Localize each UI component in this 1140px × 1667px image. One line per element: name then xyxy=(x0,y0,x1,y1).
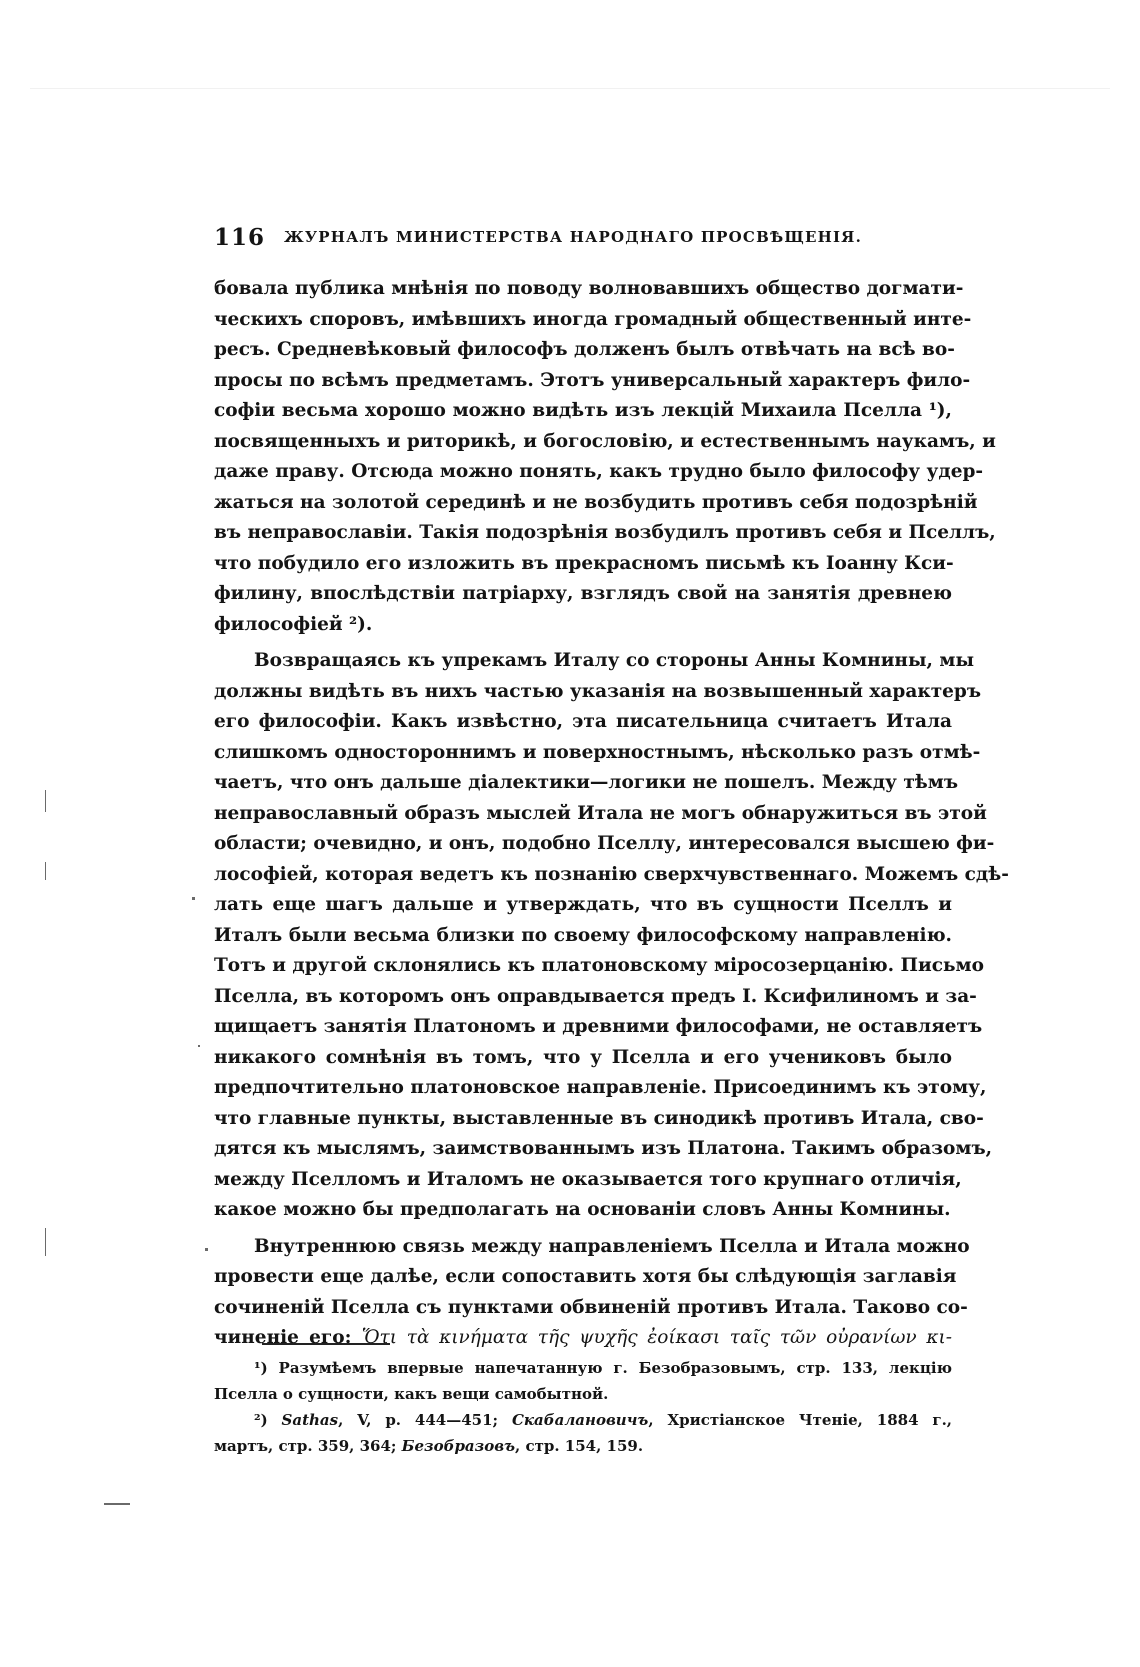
text-line: неправославный образъ мыслей Итала не могъ обнаружиться въ этой xyxy=(214,802,987,824)
text-line: предпочтительно платоновское направленіе. Присоединимъ къ этому, xyxy=(214,1077,987,1098)
text-line: области; очевидно, и онъ, подобно Пселлу, интересовался высшею фи- xyxy=(214,833,995,854)
text-line: Италъ были весьма близки по своему философскому направленію. xyxy=(214,924,952,946)
margin-mark xyxy=(192,897,195,900)
margin-mark xyxy=(198,1045,200,1047)
text-line: даже праву. Отсюда можно понять, какъ трудно было философу удер- xyxy=(214,461,984,482)
text-line: должны видѣть въ нихъ частью указанія на возвышенный характеръ xyxy=(214,680,982,702)
text-line: дятся къ мыслямъ, заимствованнымъ изъ Платона. Такимъ образомъ, xyxy=(214,1138,993,1159)
text-line: жаться на золотой серединѣ и не возбудить противъ себя подозрѣній xyxy=(214,491,978,513)
footnote-1-line: Пселла о сущности, какъ вещи самобытной. xyxy=(214,1385,609,1403)
footnote-2-line xyxy=(214,1433,952,1459)
footnote-2-line xyxy=(214,1407,952,1433)
text-line: лать еще шагъ дальше и утверждать, что въ сущности Пселлъ и xyxy=(214,894,952,915)
text-line: лософіей, которая ведетъ къ познанію сверхчувственнаго. Можемъ сдѣ- xyxy=(214,863,1009,885)
footnote-divider xyxy=(262,1343,390,1345)
footnotes xyxy=(214,1355,952,1459)
text-line: его философіи. Какъ извѣстно, эта писательница считаетъ Итала xyxy=(214,711,952,732)
text-line: ческихъ споровъ, имѣвшихъ иногда громадный общественный инте- xyxy=(214,308,972,330)
text-line: что побудило его изложить въ прекрасномъ письмѣ къ Іоанну Кси- xyxy=(214,552,954,574)
text-line: бовала публика мнѣнія по поводу волновавшихъ общество догмати- xyxy=(214,278,964,299)
margin-mark xyxy=(104,1503,130,1505)
footnote-author: Sathas xyxy=(281,1411,339,1429)
text-line: сочиненій Пселла съ пунктами обвиненій противъ Итала. Таково со- xyxy=(214,1296,968,1318)
text-line: софіи весьма хорошо можно видѣть изъ лекцій Михаила Пселла ¹), xyxy=(214,400,952,421)
text-line: посвященныхъ и риторикѣ, и богословію, и естественнымъ наукамъ, и xyxy=(214,430,996,452)
running-title: ЖУРНАЛЪ МИНИСТЕРСТВА НАРОДНАГО ПРОСВѢЩЕНІЯ. xyxy=(284,228,863,246)
footnote-text: мартъ, стр. 359, 364; xyxy=(214,1437,402,1455)
text-line: провести еще далѣе, если сопоставить хотя бы слѣдующія заглавія xyxy=(214,1266,957,1287)
footnote-author: Безобразовъ xyxy=(401,1437,515,1455)
text-line: между Пселломъ и Италомъ не оказывается того крупнаго отличія, xyxy=(214,1168,962,1190)
text-line: ресъ. Средневѣковый философъ долженъ былъ отвѣчать на всѣ во- xyxy=(214,339,955,360)
text-line: Возвращаясь къ упрекамъ Италу со стороны Анны Комнины, мы xyxy=(254,650,975,671)
margin-mark xyxy=(205,1248,208,1251)
footnote-author: Скабалановичъ xyxy=(511,1411,649,1429)
footnote-1-line: ¹) Разумѣемъ впервые напечатанную г. Безобразовымъ, стр. 133, лекцію xyxy=(254,1359,952,1377)
margin-mark xyxy=(45,1228,46,1256)
text-line: филину, впослѣдствіи патріарху, взглядъ свой на занятія древнею xyxy=(214,583,952,604)
text-line: Внутреннюю связь между направленіемъ Пселла и Итала можно xyxy=(254,1235,970,1257)
footnote-text: , V, p. 444—451; xyxy=(338,1411,512,1429)
text-fragment: чиненіе его: xyxy=(214,1327,362,1348)
page-number: 116 xyxy=(214,224,266,251)
page-header xyxy=(214,224,863,260)
text-line: въ неправославіи. Такія подозрѣнія возбудилъ противъ себя и Пселлъ, xyxy=(214,522,996,543)
text-line: никакого сомнѣнія въ томъ, что у Пселла и его учениковъ было xyxy=(214,1046,952,1068)
footnote-text: , стр. 154, 159. xyxy=(515,1437,644,1455)
text-line: что главные пункты, выставленные въ синодикѣ противъ Итала, сво- xyxy=(214,1107,984,1129)
greek-quote: Ὅτι τὰ κινήματα τῆς ψυχῆς ἐοίκασι ταῖς τῶν οὐρανίων κι- xyxy=(361,1327,952,1348)
scan-edge xyxy=(30,88,1110,89)
text-line: какое можно бы предполагать на основаніи словъ Анны Комнины. xyxy=(214,1199,951,1220)
body-text xyxy=(214,274,1009,1354)
text-line-with-greek xyxy=(214,1323,952,1354)
text-line: Пселла, въ которомъ онъ оправдывается предъ І. Ксифилиномъ и за- xyxy=(214,985,977,1007)
text-line: щищаетъ занятія Платономъ и древними философами, не оставляетъ xyxy=(214,1016,983,1037)
text-line: философіей ²). xyxy=(214,613,373,635)
footnote-text: , Христіанское Чтеніе, 1884 г., xyxy=(648,1411,953,1429)
margin-mark xyxy=(45,790,46,812)
text-line: чаетъ, что онъ дальше діалектики—логики не пошелъ. Между тѣмъ xyxy=(214,772,959,793)
text-line: слишкомъ одностороннимъ и поверхностнымъ, нѣсколько разъ отмѣ- xyxy=(214,741,981,763)
footnote-marker: ²) xyxy=(254,1411,282,1429)
text-line: просы по всѣмъ предметамъ. Этотъ универсальный характеръ фило- xyxy=(214,369,971,391)
margin-mark xyxy=(45,862,46,880)
text-line: Тотъ и другой склонялись къ платоновскому міросозерцанію. Письмо xyxy=(214,955,984,976)
